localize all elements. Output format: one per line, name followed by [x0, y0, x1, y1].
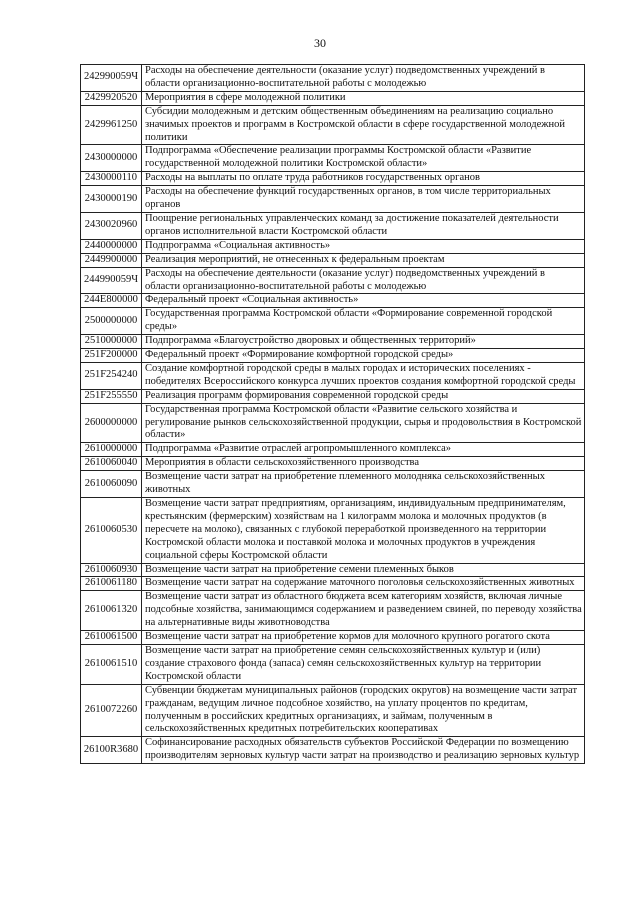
table-row — [81, 267, 585, 294]
classification-code: 2430020960 — [81, 212, 142, 239]
table-row — [81, 403, 585, 443]
table-row — [81, 498, 585, 564]
classification-code: 2430000110 — [81, 172, 142, 186]
classification-code: 2610060090 — [81, 471, 142, 498]
table-row — [81, 91, 585, 105]
classification-code: 2610061180 — [81, 577, 142, 591]
classification-code: 251F200000 — [81, 349, 142, 363]
expense-description: Расходы на выплаты по оплате труда работников государственных органов — [142, 172, 585, 186]
expense-description: Подпрограмма «Благоустройство дворовых и общественных территорий» — [142, 335, 585, 349]
expense-description: Реализация программ формирования современной городской среды — [142, 389, 585, 403]
table-row — [81, 471, 585, 498]
expense-description: Создание комфортной городской среды в малых городах и исторических поселениях - победителях Всероссийского конкурса лучших проектов создания комфортной городской среды — [142, 362, 585, 389]
table-row — [81, 591, 585, 631]
classification-code: 2449900000 — [81, 253, 142, 267]
classification-code: 2610060530 — [81, 498, 142, 564]
expense-description: Поощрение региональных управленческих команд за достижение показателей деятельности органов исполнительной власти Костромской области — [142, 212, 585, 239]
classification-code: 2610000000 — [81, 443, 142, 457]
expense-description: Возмещение части затрат на приобретение кормов для молочного крупного рогатого скота — [142, 631, 585, 645]
classification-code: 251F254240 — [81, 362, 142, 389]
expense-description: Подпрограмма «Обеспечение реализации программы Костромской области «Развитие государственной молодежной политики Костромской области» — [142, 145, 585, 172]
expense-description: Мероприятия в сфере молодежной политики — [142, 91, 585, 105]
expense-description: Субвенции бюджетам муниципальных районов (городских округов) на возмещение части затрат гражданам, ведущим личное подсобное хозяйство, на уплату процентов по кредитам, полученным в российских кредитных организациях, и займам, полученным в сельскохозяйственных кредитных потребительских кооперативах — [142, 684, 585, 737]
expense-description: Государственная программа Костромской области «Развитие сельского хозяйства и регулирование рынков сельскохозяйственной продукции, сырья и продовольствия в Костромской области» — [142, 403, 585, 443]
classification-code: 2610061510 — [81, 644, 142, 684]
classification-code: 26100R3680 — [81, 737, 142, 764]
classification-code: 244990059Ч — [81, 267, 142, 294]
table-row — [81, 294, 585, 308]
expense-description: Расходы на обеспечение деятельности (оказание услуг) подведомственных учреждений в области организационно-воспитательной работы с молодежью — [142, 65, 585, 92]
expense-description: Расходы на обеспечение деятельности (оказание услуг) подведомственных учреждений в области организационно-воспитательной работы с молодежью — [142, 267, 585, 294]
table-row — [81, 684, 585, 737]
classification-code: 2600000000 — [81, 403, 142, 443]
table-row — [81, 443, 585, 457]
classification-code: 2430000190 — [81, 186, 142, 213]
expense-description: Возмещение части затрат на приобретение семени племенных быков — [142, 563, 585, 577]
expense-description: Возмещение части затрат на содержание маточного поголовья сельскохозяйственных животных — [142, 577, 585, 591]
table-row — [81, 349, 585, 363]
table-row — [81, 186, 585, 213]
table-row — [81, 389, 585, 403]
expense-description: Мероприятия в области сельскохозяйственного производства — [142, 457, 585, 471]
table-row — [81, 644, 585, 684]
expense-description: Государственная программа Костромской области «Формирование современной городской среды» — [142, 308, 585, 335]
classification-code: 2440000000 — [81, 239, 142, 253]
table-row — [81, 631, 585, 645]
classification-code: 2429920520 — [81, 91, 142, 105]
classification-code: 2610061320 — [81, 591, 142, 631]
page-number: 30 — [314, 36, 326, 50]
table-row — [81, 737, 585, 764]
expense-description: Федеральный проект «Формирование комфортной городской среды» — [142, 349, 585, 363]
classification-code: 2429961250 — [81, 105, 142, 145]
expense-description: Расходы на обеспечение функций государственных органов, в том числе территориальных органов — [142, 186, 585, 213]
expense-description: Субсидии молодежным и детским общественным объединениям на реализацию социально значимых проектов и программ в Костромской области в сфере государственной молодежной политики — [142, 105, 585, 145]
table-row — [81, 145, 585, 172]
table-row — [81, 577, 585, 591]
expense-description: Подпрограмма «Развитие отраслей агропромышленного комплекса» — [142, 443, 585, 457]
table-row — [81, 212, 585, 239]
table-row — [81, 563, 585, 577]
classification-code: 242990059Ч — [81, 65, 142, 92]
expense-description: Подпрограмма «Социальная активность» — [142, 239, 585, 253]
table-row — [81, 105, 585, 145]
classification-code: 2500000000 — [81, 308, 142, 335]
budget-classification-table — [80, 64, 585, 764]
expense-description: Софинансирование расходных обязательств субъектов Российской Федерации по возмещению производителям зерновых культур части затрат на производство и реализацию зерновых культур — [142, 737, 585, 764]
classification-code: 244Е800000 — [81, 294, 142, 308]
classification-code: 251F255550 — [81, 389, 142, 403]
table-row — [81, 239, 585, 253]
table-body — [81, 65, 585, 764]
classification-code: 2610060040 — [81, 457, 142, 471]
table-row — [81, 362, 585, 389]
expense-description: Федеральный проект «Социальная активность» — [142, 294, 585, 308]
classification-code: 2610072260 — [81, 684, 142, 737]
classification-code: 2610061500 — [81, 631, 142, 645]
table-row — [81, 335, 585, 349]
expense-description: Реализация мероприятий, не отнесенных к федеральным проектам — [142, 253, 585, 267]
table-row — [81, 65, 585, 92]
expense-description: Возмещение части затрат на приобретение племенного молодняка сельскохозяйственных животных — [142, 471, 585, 498]
table-row — [81, 457, 585, 471]
expense-description: Возмещение части затрат на приобретение семян сельскохозяйственных культур и (или) создание страхового фонда (запаса) семян сельскохозяйственных культур на территории Костромской области — [142, 644, 585, 684]
classification-code: 2510000000 — [81, 335, 142, 349]
table-row — [81, 308, 585, 335]
expense-description: Возмещение части затрат предприятиям, организациям, индивидуальным предпринимателям, крестьянским (фермерским) хозяйствам на 1 килограмм молока и молочных продуктов (в пересчете на молоко), связанных с глубокой переработкой произведенного на территории Костромской области молока и поставкой молока и молочных продуктов в учреждения социальной сферы Костромской области — [142, 498, 585, 564]
table-row — [81, 253, 585, 267]
table-row — [81, 172, 585, 186]
classification-code: 2610060930 — [81, 563, 142, 577]
classification-code: 2430000000 — [81, 145, 142, 172]
expense-description: Возмещение части затрат из областного бюджета всем категориям хозяйств, включая личные подсобные хозяйства, занимающимся содержанием и разведением свиней, по переводу хозяйства на альтернативные виды животноводства — [142, 591, 585, 631]
